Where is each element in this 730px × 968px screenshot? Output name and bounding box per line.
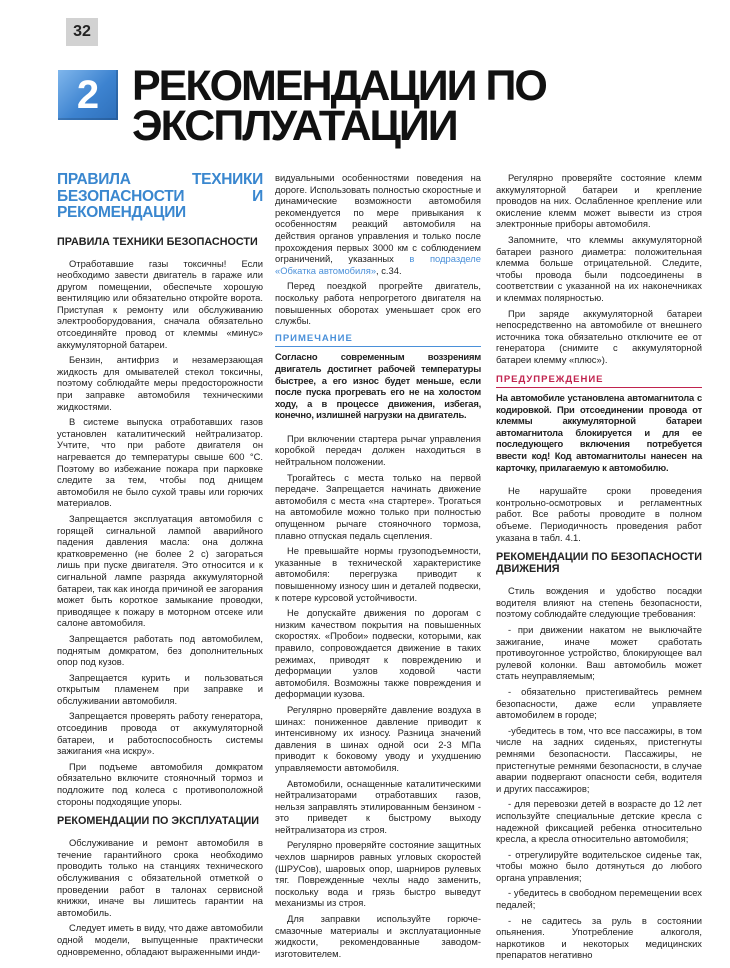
list-item: -убедитесь в том, что все пассажиры, в том числе на задних сиденьях, пристегнуты ремнями безопасности. Пассажиры, не пристегнутые ремнями безопасности, в случае аварии подвергают опасности себя, водителя и других пассажиров; (496, 724, 702, 794)
paragraph: Регулярно проверяйте давление воздуха в шинах: пониженное давление приводит к интенсивному их износу. Разница значений давления в шинах одной оси 2-3 МПа приводит к боковому уводу и ухудшению управляемости автомобиля. (275, 703, 481, 773)
paragraph-text: видуальными особенностями поведения на дороге. Использовать полностью скоростные и динамические возможности автомобиля рекомендуется по мере привыкания к особенностям реакций автомобиля на действия органов управления и только после прохождения первых 3000 км с соблюдением ограничений, указанных (275, 172, 481, 265)
chapter-number-badge: 2 (58, 70, 118, 120)
note-label: ПРИМЕЧАНИЕ (275, 333, 481, 348)
paragraph: Перед поездкой прогрейте двигатель, поскольку работа непрогретого двигателя на повышенных оборотах уменьшает срок его службы. (275, 280, 481, 327)
paragraph (275, 172, 481, 276)
column-1 (57, 172, 263, 961)
paragraph: Трогайтесь с места только на первой передаче. Запрещается начинать движение автомобиля с места «на стартере». Трогаться на автомобиле можно только при полностью опущенном рычаге стояночного тормоза, плавно отпуская педаль сцепления. (275, 471, 481, 541)
paragraph: Не нарушайте сроки проведения контрольно-осмотровых и регламентных работ. Все работы проводите в полном объеме. Периодичность проведения работ указана в табл. 4.1. (496, 485, 702, 543)
paragraph: При подъеме автомобиля домкратом обязательно включите стояночный тормоз и подложите под колеса с противоположной стороны подходящие упоры. (57, 760, 263, 807)
paragraph: Стиль вождения и удобство посадки водителя влияют на степень безопасности, поэтому соблюдайте следующие требования: (496, 585, 702, 620)
list-item: - не садитесь за руль в состоянии опьянения. Употребление алкоголя, наркотиков и некоторых медицинских препаратов негативно (496, 914, 702, 961)
column-2 (275, 172, 481, 963)
paragraph: Бензин, антифриз и незамерзающая жидкость для омывателей стекол токсичны, поэтому соблюдайте меры предосторожности при заправке автомобиля техническими жидкостями. (57, 354, 263, 412)
column-3 (496, 172, 702, 965)
paragraph: В системе выпуска отработавших газов установлен каталитический нейтрализатор. Учтите, что при работе двигателя он нагревается до температуры свыше 600 °С. Поэтому во избежание пожара при парковке следите за тем, чтобы под днищем автомобиля не было сухой травы или горючих материалов. (57, 416, 263, 509)
paragraph: Запрещается эксплуатация автомобиля с горящей сигнальной лампой аварийного падения давления масла: она должна кратковременно (не более 2 с) загораться лишь при пуске двигателя. Это относится и к сигнальной лампе разряда аккумуляторной батареи, так как иногда причиной ее загорания может быть короткое замыкание проводки, приводящее к пожару в моторном отсеке или салоне автомобиля. (57, 512, 263, 629)
list-item: - убедитесь в свободном перемещении всех педалей; (496, 887, 702, 911)
paragraph: Не допускайте движения по дорогам с низким качеством покрытия на повышенных скоростях. «Пробои» подвески, которыми, как правило, сопровождается движение в таких режимах, приводят к повреждению и деформации узлов ходовой части автомобиля. Возможны также повреждения и деформации кузова. (275, 607, 481, 700)
list-item: - обязательно пристегивайтесь ремнем безопасности, даже если управляете автомобилем в городе; (496, 685, 702, 721)
paragraph: Регулярно проверяйте состояние клемм аккумуляторной батареи и крепление проводов на них. Ослабленное крепление или окисление клемм может вывести из строя электронные приборы автомобиля. (496, 172, 702, 230)
paragraph: Для заправки используйте горюче-смазочные материалы и эксплуатационные жидкости, рекомендованные заводом-изготовителем. (275, 913, 481, 959)
subsection-heading-operation: РЕКОМЕНДАЦИИ ПО ЭКСПЛУАТАЦИИ (57, 815, 259, 828)
subsection-heading-safety: ПРАВИЛА ТЕХНИКИ БЕЗОПАСНОСТИ (57, 235, 258, 248)
paragraph: При включении стартера рычаг управления коробкой передач должен находиться в нейтральном положении. (275, 432, 481, 468)
paragraph: Не превышайте нормы грузоподъемности, указанные в технической характеристике автомобиля: перегрузка приводит к повышенному износу шин и деталей подвески, к потере курсовой устойчивости. (275, 545, 481, 603)
paragraph: При заряде аккумуляторной батареи непосредственно на автомобиле от внешнего источника тока обязательно отключите ее от генератора (снимите с аккумуляторной батареи клемму «плюс»). (496, 307, 702, 365)
paragraph: Запрещается проверять работу генератора, отсоединив провода от аккумуляторной батареи, и работоспособность системы зажигания «на искру». (57, 710, 263, 757)
paragraph: Регулярно проверяйте состояние защитных чехлов шарниров равных угловых скоростей (ШРУСов), шаровых опор, шарниров рулевых тяг. Поврежденные чехлы надо заменить, поскольку вода и грязь быстро выведут механизмы из строя. (275, 839, 481, 909)
section-heading: ПРАВИЛА ТЕХНИКИ БЕЗОПАСНОСТИ И РЕКОМЕНДАЦИИ (57, 171, 263, 221)
list-item: - отрегулируйте водительское сиденье так, чтобы можно было дотянуться до любого органа управления; (496, 848, 702, 883)
cross-reference-link[interactable]: в подразделе «Обкатка автомобиля» (275, 253, 481, 276)
warning-text: На автомобиле установлена автомагнитола с кодировкой. При отсоединении провода от клеммы аккумуляторной батареи автомагнитола блокируется и для ее последующего включения потребуется ввести код! Код автомагнитолы нанесен на карточку, прилагаемую к автомобилю. (496, 392, 702, 473)
paragraph: Отработавшие газы токсичны! Если необходимо завести двигатель в гараже или другом помещении, обеспечьте хорошую вентиляцию или обязательно откройте ворота. Приступая к ремонту или обслуживанию электрооборудования, сначала обязательно отсоединяйте провод от клеммы «минус» аккумуляторной батареи. (57, 257, 263, 350)
list-item: - для перевозки детей в возрасте до 12 лет используйте специальные детские кресла с надежной фиксацией ребенка относительно кресла, а кресла относительно автомобиля; (496, 798, 702, 845)
page-reference: , с.34. (376, 264, 402, 276)
warning-label: ПРЕДУПРЕЖДЕНИЕ (496, 374, 702, 389)
page-number: 32 (66, 18, 98, 46)
paragraph: Автомобили, оснащенные каталитическими нейтрализаторами отработавших газов, нельзя заправлять этилированным бензином - это приведет к быстрому выходу нейтрализатора из строя. (275, 777, 481, 835)
paragraph: Запомните, что клеммы аккумуляторной батареи разного диаметра: положительная клемма больше отрицательной. Следите, чтобы провода были подсоединены в соответствии с указанной на их наконечниках и клеммах полярностью. (496, 233, 702, 303)
chapter-title: РЕКОМЕНДАЦИИ ПО ЭКСПЛУАТАЦИИ (132, 62, 546, 150)
list-item: - при движении накатом не выключайте зажигание, иначе может сработать противоугонное устройство, блокирующее вал рулевой колонки. Ваш автомобиль может стать неуправляемым; (496, 624, 702, 682)
paragraph: Запрещается курить и пользоваться открытым пламенем при заправке и обслуживании автомобиля. (57, 671, 263, 706)
paragraph: Обслуживание и ремонт автомобиля в течение гарантийного срока необходимо проводить только на станциях технического обслуживания с обязательной отметкой о проведении работ в талонах сервисной книжки, иначе вы лишитесь гарантии на автомобиль. (57, 837, 263, 918)
paragraph: Следует иметь в виду, что даже автомобили одной модели, выпущенные практически одновременно, обладают выраженными инди- (57, 922, 263, 957)
note-text: Согласно современным воззрениям двигатель достигнет рабочей температуры быстрее, а его износ будет меньше, если после пуска прогревать его не на холостом ходу, а в процессе движения, избегая, конечно, излишней нагрузки на двигатель. (275, 351, 481, 421)
subsection-heading-driving-safety: РЕКОМЕНДАЦИИ ПО БЕЗОПАСНОСТИ ДВИЖЕНИЯ (496, 551, 702, 576)
paragraph: Запрещается работать под автомобилем, поднятым домкратом, без дополнительных опор под кузов. (57, 632, 263, 668)
